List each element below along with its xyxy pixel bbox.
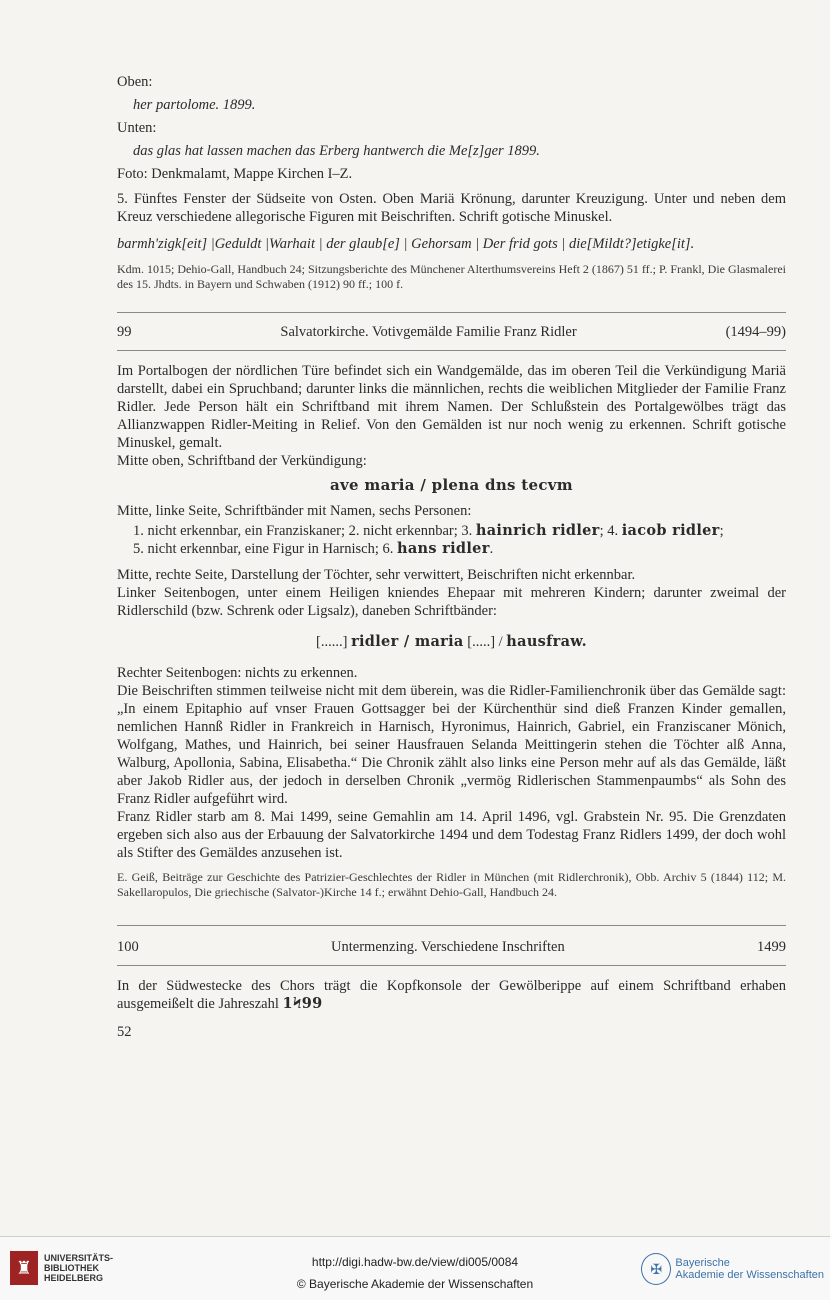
- section-divider: [117, 965, 786, 966]
- year-inscription: 1Ϟ99: [282, 995, 323, 1012]
- annunciation-inscription: ave maria / plena dns tecvm: [330, 476, 573, 494]
- viewer-footer: [0, 1236, 830, 1300]
- permalink[interactable]: http://digi.hadw-bw.de/view/di005/0084: [311, 1255, 519, 1269]
- names-list-line-1: 1. nicht erkennbar, ein Franziskaner; 2. nicht erkennbar; 3. hainrich ridler; 4. iacob ridler;: [133, 522, 724, 539]
- entry-99-linker-bogen: Linker Seitenbogen, unter einem Heiligen kniendes Ehepaar mit mehreren Kindern; darunter zweimal der Ridlerschild (bzw. Schrenk oder Ligsalz), daneben Schriftbänder:: [117, 585, 786, 619]
- oben-label: Oben:: [117, 74, 153, 90]
- foto-credit: Foto: Denkmalamt, Mappe Kirchen I–Z.: [117, 166, 353, 182]
- copyright: © Bayerische Akademie der Wissenschaften: [296, 1277, 534, 1291]
- unten-label: Unten:: [117, 120, 157, 136]
- entry-99-references: E. Geiß, Beiträge zur Geschichte des Patrizier-Geschlechtes der Ridler in München (mit Ridlerchronik), Obb. Archiv 5 (1844) 112; M. Sakellaropulos, Die griechische (Salvator-)Kirche 14 f.; erwähnt Dehio-Gall, Handbuch 24.: [117, 870, 786, 899]
- unten-inscription: das glas hat lassen machen das Erberg hantwerch die Me[z]ger 1899.: [133, 143, 540, 159]
- names-list-line-2: 5. nicht erkennbar, eine Figur in Harnisch; 6. hans ridler.: [133, 540, 494, 557]
- section-divider: [117, 350, 786, 351]
- name-hans-ridler: hans ridler: [396, 540, 490, 557]
- entry-100-header: [117, 938, 786, 956]
- left-arch-inscription: [......] ridler / maria [.....] / hausfraw.: [316, 633, 587, 650]
- section-divider: [117, 312, 786, 313]
- entry-100-date: 1499: [756, 939, 786, 955]
- entry-99-mitte-oben: Mitte oben, Schriftband der Verkündigung:: [117, 453, 367, 469]
- entry-99-rechte-seite: Mitte, rechte Seite, Darstellung der Töchter, sehr verwittert, Beischriften nicht erkennbar.: [117, 567, 636, 583]
- ub-heidelberg-logo[interactable]: ♜ UNIVERSITÄTS- BIBLIOTHEK HEIDELBERG: [10, 1251, 113, 1285]
- section-divider: [117, 925, 786, 926]
- entry-99-title: Salvatorkirche. Votivgemälde Familie Franz Ridler: [280, 324, 577, 340]
- name-iacob-ridler: iacob ridler: [621, 522, 720, 539]
- ub-heidelberg-icon: ♜: [10, 1251, 38, 1285]
- entry-99-rechter-bogen: Rechter Seitenbogen: nichts zu erkennen.: [117, 665, 358, 681]
- entry-99-number: 99: [117, 324, 132, 340]
- page-number: 52: [117, 1024, 132, 1040]
- entry-99-linke-seite: Mitte, linke Seite, Schriftbänder mit Namen, sechs Personen:: [117, 503, 472, 519]
- window-5-description: 5. Fünftes Fenster der Südseite von Osten. Oben Mariä Krönung, darunter Kreuzigung. Unter und neben dem Kreuz verschiedene allegorische Figuren mit Beischriften. Schrift gotische Minuskel.: [117, 191, 786, 225]
- document-page: [117, 70, 786, 1041]
- name-hainrich-ridler: hainrich ridler: [475, 522, 600, 539]
- entry-100-text: In der Südwestecke des Chors trägt die Kopfkonsole der Gewölberippe auf einem Schriftband erhaben ausgemeißelt die Jahreszahl 1Ϟ99: [117, 978, 786, 1012]
- baw-crest-icon: ✠: [641, 1253, 671, 1285]
- entry-99-date: (1494–99): [725, 324, 786, 340]
- oben-inscription: her partolome. 1899.: [133, 97, 256, 113]
- window-5-inscription: barmh'zigk[eit] |Geduldt |Warhait | der glaub[e] | Gehorsam | Der frid gots | die[Mildt?]etigke[it].: [117, 236, 695, 252]
- entry-99-intro: Im Portalbogen der nördlichen Türe befindet sich ein Wandgemälde, das im oberen Teil die Verkündigung Mariä darstellt, dabei ein Spruchband; darunter links die männlichen, rechts die weiblichen Mitglieder der Familie Franz Ridler. Jede Person hält ein Schriftband mit ihrem Namen. Der Schlußstein des Portalgewölbes trägt das Allianzwappen Ridler-Meiting in Relief. Von den Gemälden ist nur noch wenig zu erkennen. Schrift gotische Minuskel, gemalt.: [117, 363, 786, 451]
- baw-logo[interactable]: ✠ Bayerische Akademie der Wissenschaften: [641, 1253, 824, 1285]
- entry-100-title: Untermenzing. Verschiedene Inschriften: [331, 939, 565, 955]
- entry-100-number: 100: [117, 939, 139, 955]
- entry-99-dating-paragraph: Franz Ridler starb am 8. Mai 1499, seine Gemahlin am 14. April 1496, vgl. Grabstein Nr. 95. Die Grenzdaten ergeben sich also aus der Erbauung der Salvatorkirche 1494 und dem Todestag Franz Ridlers 1499, der doch wohl als Stifter des Gemäldes anzusehen ist.: [117, 809, 786, 861]
- entry-99-header: [117, 323, 786, 341]
- section-1-references: Kdm. 1015; Dehio-Gall, Handbuch 24; Sitzungsberichte des Münchener Alterthumsvereins Heft 2 (1867) 51 ff.; P. Frankl, Die Glasmalerei des 15. Jhdts. in Bayern und Schwaben (1912) 90 ff.; 100 f.: [117, 262, 786, 291]
- entry-99-chronicle-paragraph: Die Beischriften stimmen teilweise nicht mit dem überein, was die Ridler-Familienchronik über das Gemälde sagt: „In einem Epitaphio auf vnser Frauen Gottsagger bei der Kürchenthür sind dieß Franzen Kinder gemallen, nemlichen Hannß Ridler in Frankreich in Harnisch, Hyronimus, Hainrich, Gabriel, ein Franziscaner Mönich, Wolfgang, Mathes, und Hainrich, bei seiner Hausfrauen Selanda Meittingerin stehen die Töchter alß Anna, Walburg, Apollonia, Sabina, Elisabetha.“ Die Chronik zählt also links eine Person mehr auf als das Gemälde, läßt aber Jakob Ridler aus, der jedoch in derselben Chronik „vermög Ridlerischen Stammenpaumbs“ als Sohn des Franz Ridler aufgeführt wird.: [117, 683, 786, 807]
